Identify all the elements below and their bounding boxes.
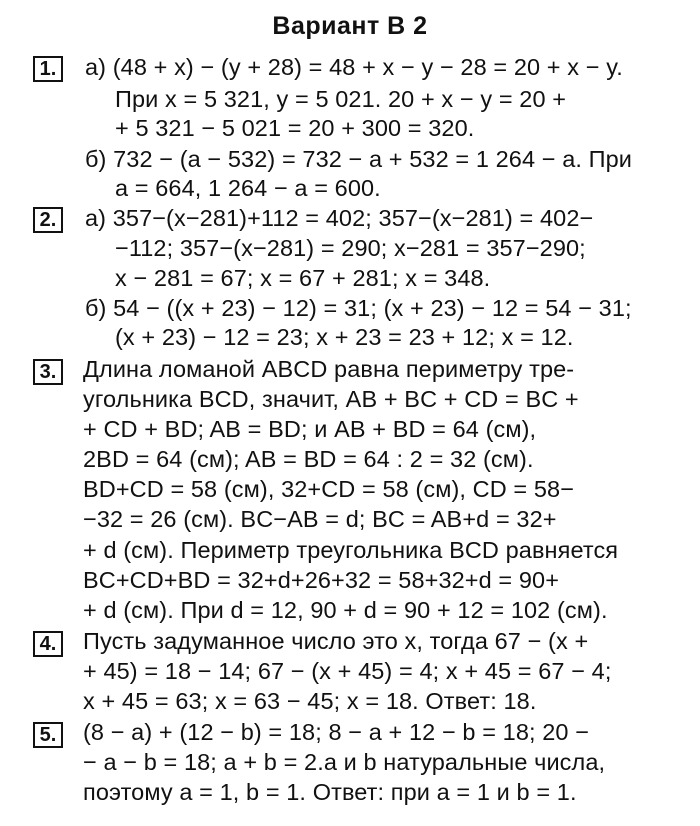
problem-3-line-6: −32 = 26 (см). BC−AB = d; BC = AB+d = 32+: [83, 506, 557, 532]
problem-1-line-3: + 5 321 − 5 021 = 20 + 300 = 320.: [115, 115, 475, 141]
problem-number-2: 2.: [33, 207, 63, 233]
problem-3-line-3: + CD + BD; AB = BD; и AB + BD = 64 (см),: [83, 416, 537, 442]
problem-3-line-2: угольника BCD, значит, AB + BC + CD = BC +: [83, 386, 579, 412]
problem-4-line-3: x + 45 = 63; x = 63 − 45; x = 18. Ответ: 18.: [83, 688, 537, 714]
problem-2-line-1: а) 357−(x−281)+112 = 402; 357−(x−281) = 402−: [85, 205, 594, 231]
problem-1-line-4: б) 732 − (a − 532) = 732 − a + 532 = 1 264 − a. При: [85, 146, 633, 172]
problem-1-line-5: a = 664, 1 264 − a = 600.: [115, 175, 381, 201]
problem-3-line-4: 2BD = 64 (см); AB = BD = 64 : 2 = 32 (см).: [83, 446, 534, 472]
problem-2-line-2: −112; 357−(x−281) = 290; x−281 = 357−290;: [115, 235, 586, 261]
problem-2-line-3: x − 281 = 67; x = 67 + 281; x = 348.: [115, 265, 491, 291]
problem-4-line-1: Пусть задуманное число это x, тогда 67 − (x +: [83, 628, 589, 654]
problem-3-line-8: BC+CD+BD = 32+d+26+32 = 58+32+d = 90+: [83, 567, 560, 593]
problem-2-line-4: б) 54 − ((x + 23) − 12) = 31; (x + 23) − 12 = 54 − 31;: [85, 295, 632, 321]
problem-3-line-9: + d (см). При d = 12, 90 + d = 90 + 12 = 102 (см).: [83, 597, 608, 623]
problem-number-3: 3.: [33, 359, 63, 385]
problem-number-1: 1.: [33, 56, 63, 82]
page-title: Вариант В 2: [272, 12, 428, 40]
problem-4-line-2: + 45) = 18 − 14; 67 − (x + 45) = 4; x + 45 = 67 − 4;: [83, 658, 612, 684]
problem-5-line-3: поэтому a = 1, b = 1. Ответ: при a = 1 и b = 1.: [83, 779, 577, 805]
problem-5-line-1: (8 − a) + (12 − b) = 18; 8 − a + 12 − b = 18; 20 −: [83, 719, 590, 745]
problem-2-line-5: (x + 23) − 12 = 23; x + 23 = 23 + 12; x = 12.: [115, 324, 574, 350]
problem-3-line-5: BD+CD = 58 (см), 32+CD = 58 (см), CD = 58−: [83, 476, 575, 502]
problem-3-line-1: Длина ломаной ABCD равна периметру тре-: [83, 356, 575, 382]
problem-number-5: 5.: [33, 722, 63, 748]
problem-1-line-1: а) (48 + x) − (y + 28) = 48 + x − y − 28 = 20 + x − y.: [85, 54, 623, 80]
problem-3-line-7: + d (см). Периметр треугольника BCD равняется: [83, 537, 619, 563]
problem-number-4: 4.: [33, 631, 63, 657]
problem-5-line-2: − a − b = 18; a + b = 2.a и b натуральные числа,: [83, 749, 606, 775]
problem-1-line-2: При x = 5 321, y = 5 021. 20 + x − y = 20 +: [115, 86, 567, 112]
